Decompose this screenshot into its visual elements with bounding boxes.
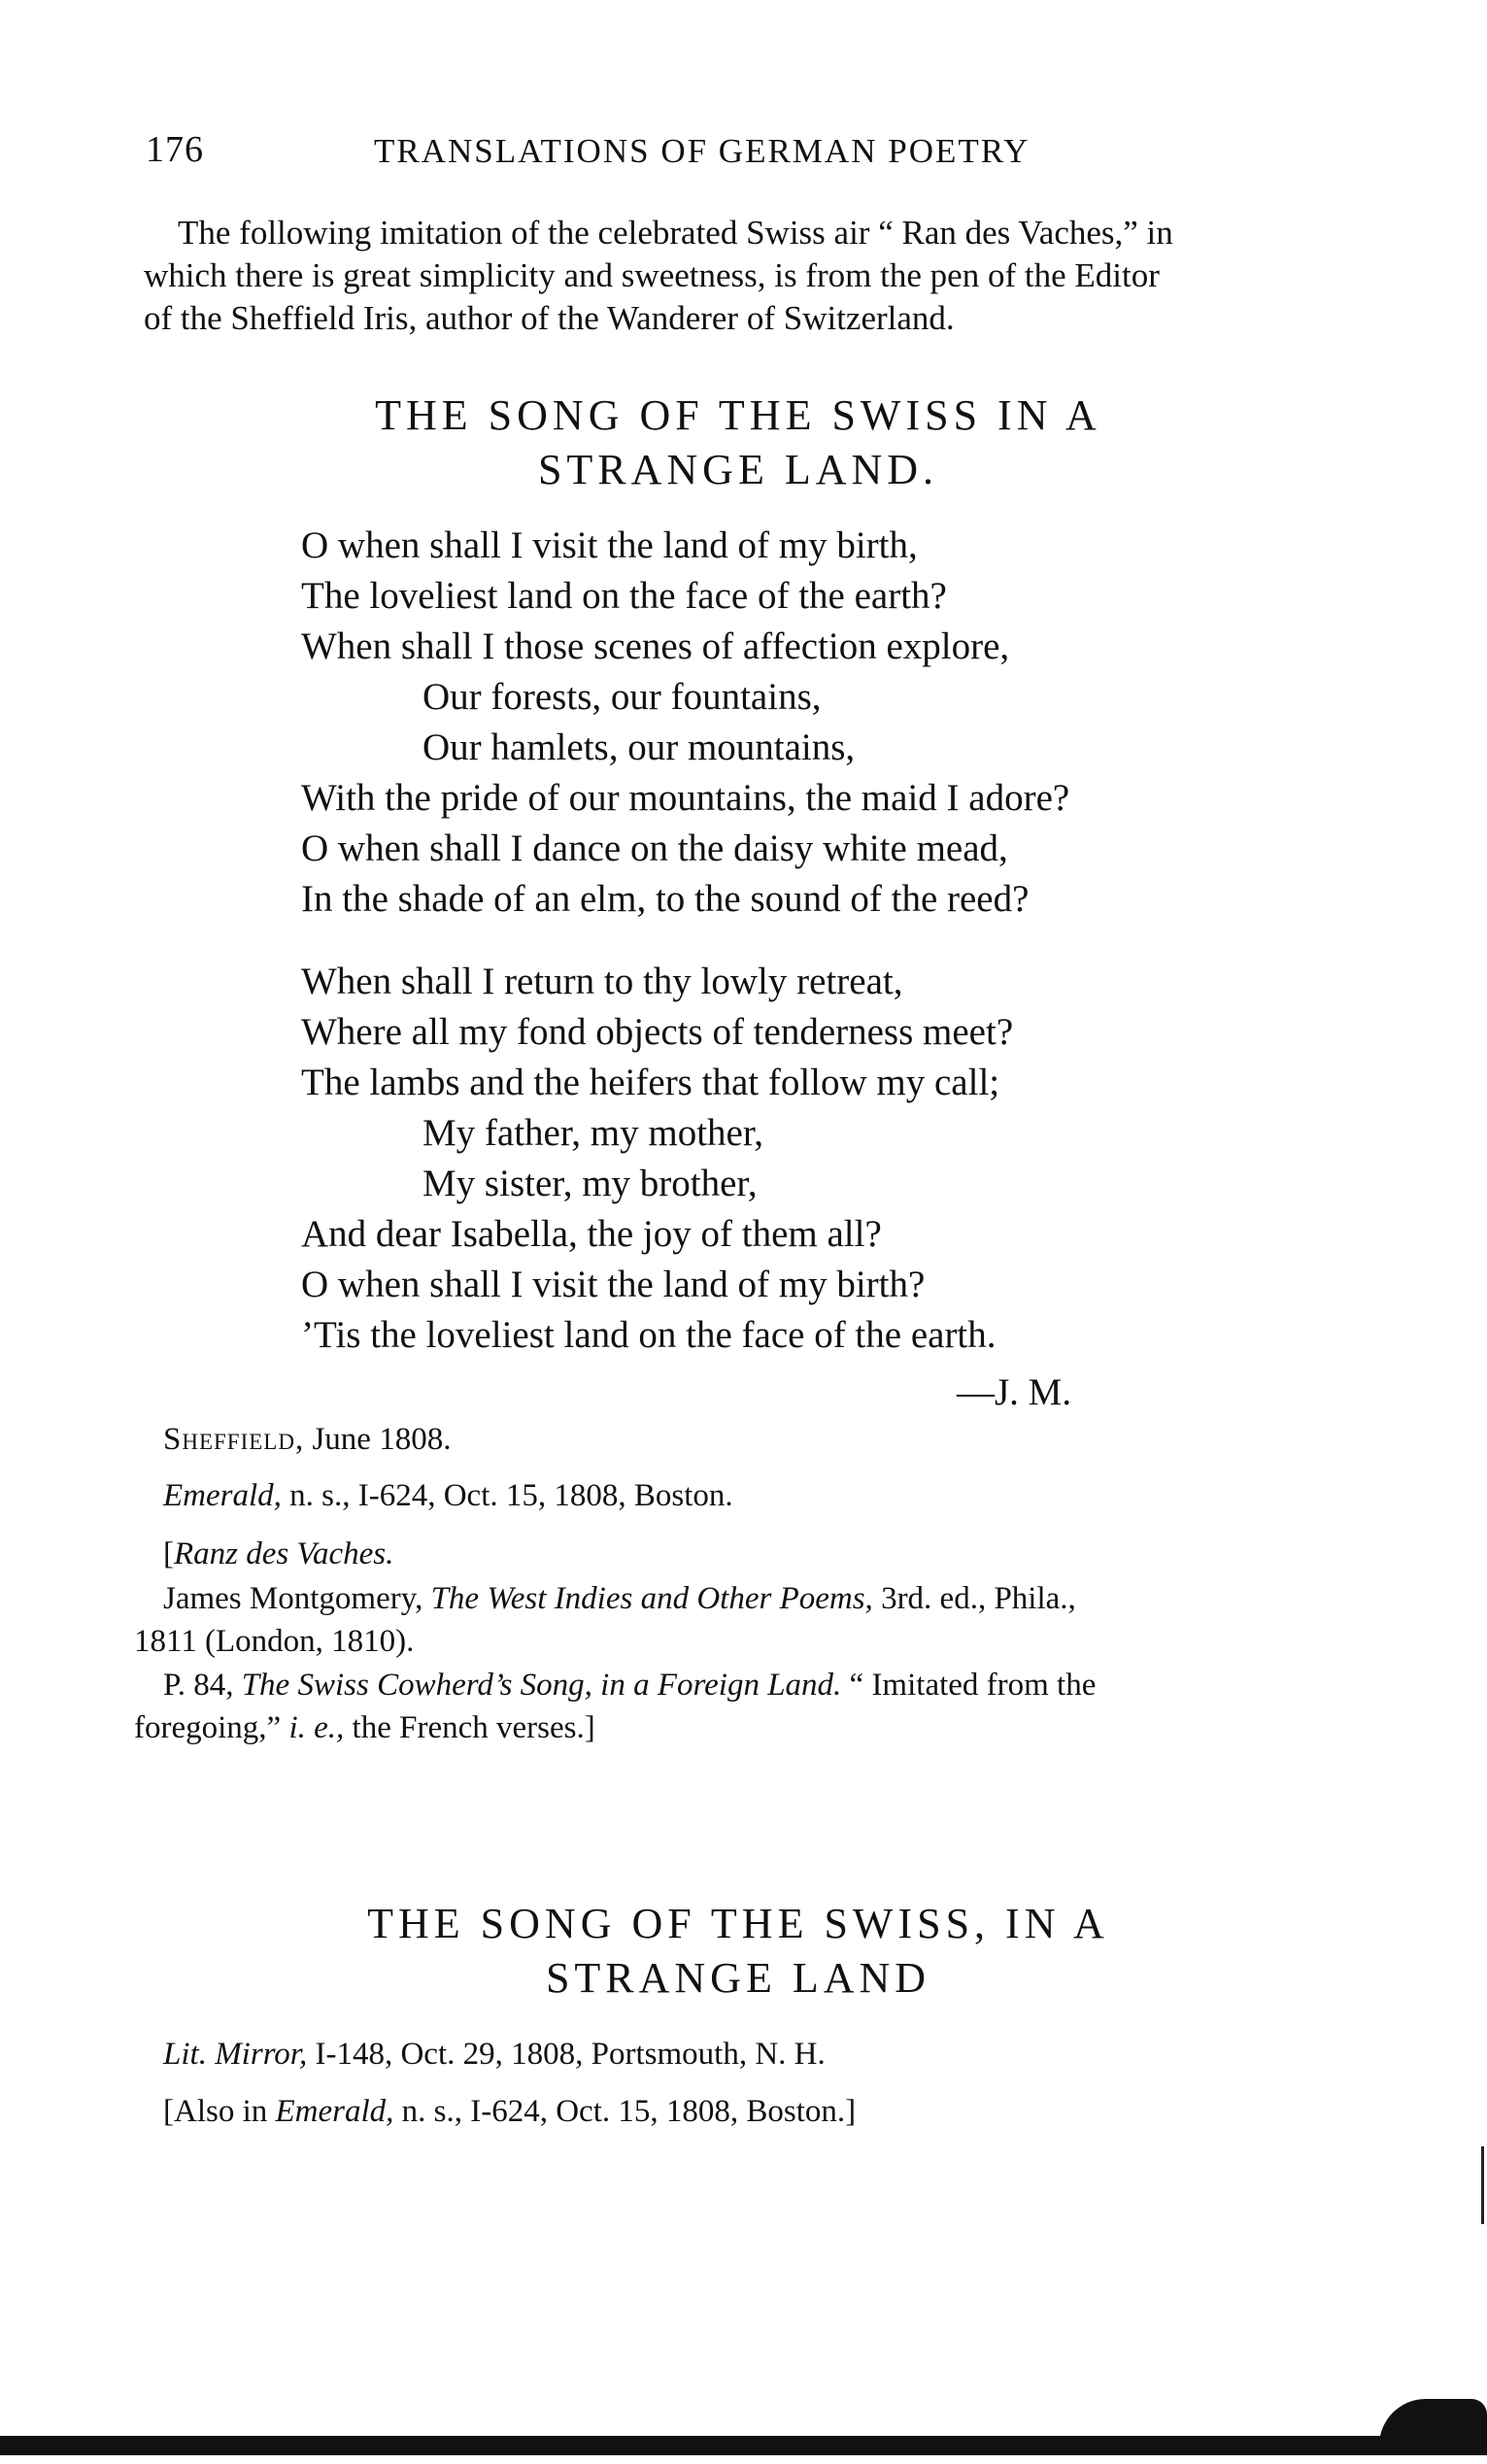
verse-line: O when shall I visit the land of my birth, <box>301 524 918 566</box>
verse-line: In the shade of an elm, to the sound of the reed? <box>301 878 1030 920</box>
poem2-title-line-1: THE SONG OF THE SWISS, IN A <box>367 1900 1109 1947</box>
poem2-source <box>163 2033 826 2076</box>
page-number: 176 <box>146 129 204 170</box>
p84-prefix: P. 84, <box>163 1668 234 1703</box>
verse-line-indented: My sister, my brother, <box>422 1163 758 1204</box>
intro-line-1: The following imitation of the celebrated Swiss air “ Ran des Vaches,” in <box>178 214 1173 252</box>
date-text: June 1808. <box>312 1422 452 1457</box>
poem2-source-publication: Lit. Mirror, <box>163 2037 308 2072</box>
verse-line-indented: My father, my mother, <box>422 1112 764 1154</box>
intro-line-2: which there is great simplicity and sweetness, is from the pen of the Editor <box>144 256 1160 294</box>
verse-line-indented: Our hamlets, our mountains, <box>422 726 856 768</box>
verse-line: With the pride of our mountains, the maid I adore? <box>301 777 1070 819</box>
ranz-note <box>163 1533 393 1575</box>
scan-bottom-edge <box>0 2436 1487 2455</box>
p84-ie: i. e., <box>288 1710 345 1745</box>
scan-edge-mark <box>1481 2146 1484 2224</box>
poem1-title-line-2: STRANGE LAND. <box>537 446 939 493</box>
poem2-source-details: I-148, Oct. 29, 1808, Portsmouth, N. H. <box>315 2037 826 2072</box>
ranz-title: Ranz des Vaches. <box>174 1536 394 1571</box>
montgomery-author: James Montgomery, <box>163 1581 423 1616</box>
verse-line: The lambs and the heifers that follow my call; <box>301 1062 1000 1103</box>
p84-quote: “ Imitated from the <box>849 1668 1097 1703</box>
verse-line: The loveliest land on the face of the earth? <box>301 575 947 617</box>
poem2-also-details: n. s., I-624, Oct. 15, 1808, Boston.] <box>401 2094 857 2129</box>
verse-line: Where all my fond objects of tenderness meet? <box>301 1011 1014 1053</box>
poem2-title-line-2: STRANGE LAND <box>545 1954 931 2002</box>
verse-line: And dear Isabella, the joy of them all? <box>301 1213 882 1255</box>
verse-line: O when shall I visit the land of my birth? <box>301 1264 926 1305</box>
source-publication: Emerald, <box>163 1478 282 1513</box>
p84-french-verses: the French verses.] <box>352 1710 595 1745</box>
poem2-also-publication: Emerald, <box>275 2094 394 2129</box>
verse-line: When shall I return to thy lowly retreat, <box>301 961 903 1002</box>
open-bracket: [ <box>163 1536 174 1571</box>
poem-signature: —J. M. <box>957 1371 1072 1413</box>
verse-line-indented: Our forests, our fountains, <box>422 676 822 718</box>
place-date-line <box>163 1418 451 1461</box>
p84-title: The Swiss Cowherd’s Song, in a Foreign Land. <box>241 1668 842 1703</box>
p84-note <box>134 1664 1348 1749</box>
source-citation <box>163 1474 733 1517</box>
verse-line: ’Tis the loveliest land on the face of the earth. <box>301 1314 997 1356</box>
poem2-also-note <box>163 2090 856 2133</box>
running-title: TRANSLATIONS OF GERMAN POETRY <box>374 132 1031 170</box>
source-details: n. s., I-624, Oct. 15, 1808, Boston. <box>289 1478 733 1513</box>
montgomery-line-1 <box>134 1577 1348 1620</box>
montgomery-title: The West Indies and Other Poems, <box>430 1581 873 1616</box>
verse-line: When shall I those scenes of affection explore, <box>301 625 1010 667</box>
poem1-title-line-1: THE SONG OF THE SWISS IN A <box>375 391 1101 439</box>
p84-line-1 <box>134 1664 1348 1706</box>
p84-foregoing: foregoing,” <box>134 1710 282 1745</box>
poem2-also-prefix: [Also in <box>163 2094 268 2129</box>
p84-line-2 <box>134 1710 595 1745</box>
montgomery-edition: 3rd. ed., Phila., <box>881 1581 1076 1616</box>
place-name: Sheffield, <box>163 1422 305 1457</box>
montgomery-note <box>134 1577 1348 1663</box>
intro-line-3: of the Sheffield Iris, author of the Wanderer of Switzerland. <box>144 299 955 337</box>
montgomery-line-2: 1811 (London, 1810). <box>134 1624 415 1659</box>
verse-line: O when shall I dance on the daisy white mead, <box>301 827 1008 869</box>
intro-paragraph <box>144 212 1358 340</box>
